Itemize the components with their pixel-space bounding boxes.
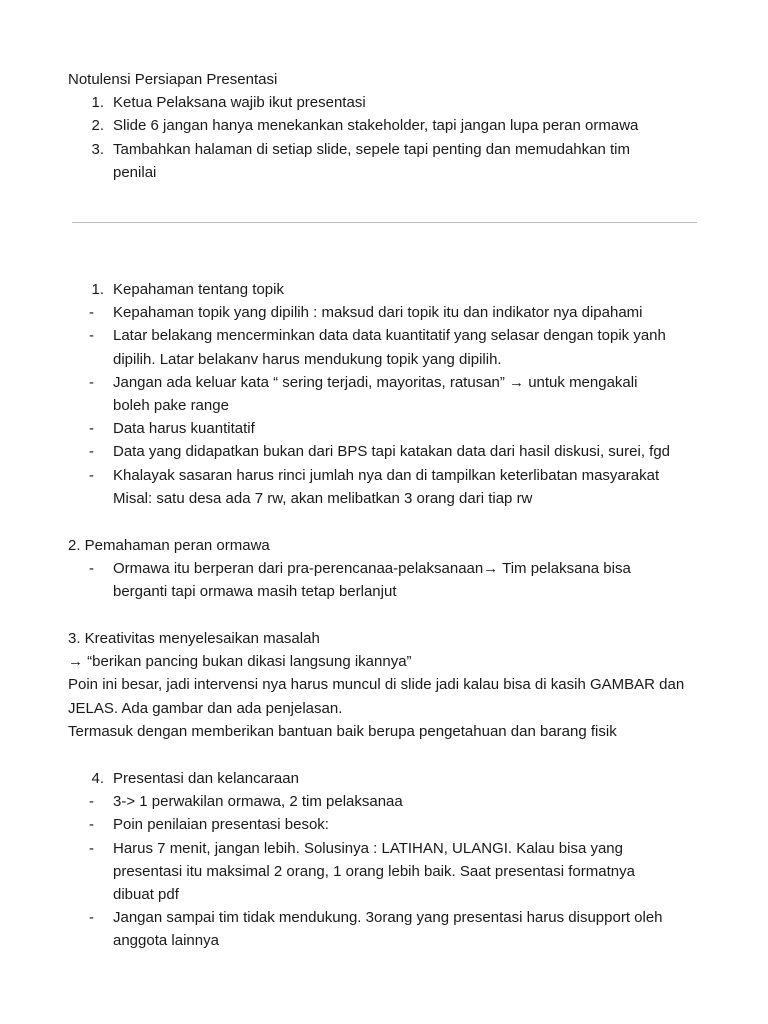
bullet-text: Jangan ada keluar kata “ sering terjadi, mayoritas, ratusan” → untuk mengakali boleh pake range: [113, 373, 638, 415]
bullet-text: Khalayak sasaran harus rinci jumlah nya dan di tampilkan keterlibatan masyarakat Misal: satu desa ada 7 rw, akan melibatkan 3 orang dari tiap rw: [113, 466, 660, 507]
bullet-text: Ormawa itu berperan dari pra-perencanaa-pelaksanaan→ Tim pelaksana bisa berganti tapi ormawa masih tetap berlanjut: [113, 560, 631, 601]
section-ormawa-role: [68, 534, 708, 604]
bullet-dash: -: [89, 466, 94, 484]
bullet-text: Latar belakang mencerminkan data data kuantitatif yang selasar dengan topik yanh dipilih. Latar belakanv harus mendukung topik yang dipilih.: [113, 327, 666, 368]
bullet-dash: -: [89, 793, 94, 811]
bullet-text: 3-> 1 perwakilan ormawa, 2 tim pelaksanaa: [113, 793, 403, 811]
paragraph-line: Termasuk dengan memberikan bantuan baik berupa pengetahuan dan barang fisik: [68, 722, 617, 740]
bullet-text: Poin penilaian presentasi besok:: [113, 816, 329, 834]
bullet-dash: -: [89, 373, 94, 391]
section-heading: [68, 278, 708, 301]
horizontal-divider: [72, 222, 697, 223]
bullet-item: [68, 906, 708, 952]
section-creativity: [68, 627, 708, 743]
bullet-item: [68, 371, 708, 417]
bullet-item: [68, 324, 708, 370]
bullet-item: [68, 790, 708, 813]
bullet-dash: -: [89, 443, 94, 461]
bullet-text: Jangan sampai tim tidak mendukung. 3orang yang presentasi harus disupport oleh anggota lainnya: [113, 909, 663, 950]
bullet-item: [68, 464, 708, 510]
section-number: 1.: [91, 281, 104, 298]
bullet-dash: -: [89, 909, 94, 927]
section-heading-text: 3. Kreativitas menyelesaikan masalah: [68, 630, 320, 647]
bullet-dash: -: [89, 304, 94, 322]
notes-block: [68, 68, 708, 184]
bullet-item: [68, 417, 708, 440]
list-number: 3.: [91, 140, 104, 158]
bullet-text: Data yang didapatkan bukan dari BPS tapi katakan data dari hasil diskusi, surei, fgd: [113, 443, 671, 461]
bullet-item: [68, 557, 708, 603]
section-heading-text: Presentasi dan kelancaraan: [113, 770, 299, 787]
paragraph-line: → “berikan pancing bukan dikasi langsung ikannya”: [68, 653, 412, 671]
notes-title: Notulensi Persiapan Presentasi: [68, 71, 278, 88]
section-heading-text: 2. Pemahaman peran ormawa: [68, 537, 270, 554]
bullet-text: Data harus kuantitatif: [113, 420, 255, 438]
paragraph-line: Poin ini besar, jadi intervensi nya harus muncul di slide jadi kalau bisa di kasih GAMBAR dan JELAS. Ada gambar dan ada penjelasan.: [68, 676, 685, 717]
list-number: 2.: [91, 117, 104, 135]
list-text: Ketua Pelaksana wajib ikut presentasi: [113, 94, 366, 112]
bullet-dash: -: [89, 420, 94, 438]
list-text: Slide 6 jangan hanya menekankan stakeholder, tapi jangan lupa peran ormawa: [113, 117, 639, 135]
list-item: [68, 91, 708, 114]
bullet-text: Kepahaman topik yang dipilih : maksud dari topik itu dan indikator nya dipahami: [113, 304, 643, 322]
bullet-dash: -: [89, 816, 94, 834]
bullet-text: Harus 7 menit, jangan lebih. Solusinya : LATIHAN, ULANGI. Kalau bisa yang presentasi itu maksimal 2 orang, 1 orang lebih baik. Saat presentasi formatnya dibuat pdf: [113, 839, 635, 904]
section-heading: [68, 767, 708, 790]
list-item: [68, 138, 708, 184]
section-heading-text: Kepahaman tentang topik: [113, 281, 284, 298]
bullet-item: [68, 440, 708, 463]
bullet-dash: -: [89, 560, 94, 578]
bullet-item: [68, 837, 708, 907]
section-number: 4.: [91, 770, 104, 787]
list-item: [68, 114, 708, 137]
bullet-dash: -: [89, 327, 94, 345]
bullet-item: [68, 813, 708, 836]
section-topic-understanding: [68, 278, 708, 510]
list-text: Tambahkan halaman di setiap slide, sepele tapi penting dan memudahkan tim penilai: [113, 140, 630, 181]
bullet-item: [68, 301, 708, 324]
list-number: 1.: [91, 94, 104, 112]
bullet-dash: -: [89, 839, 94, 857]
section-presentation: [68, 767, 708, 953]
